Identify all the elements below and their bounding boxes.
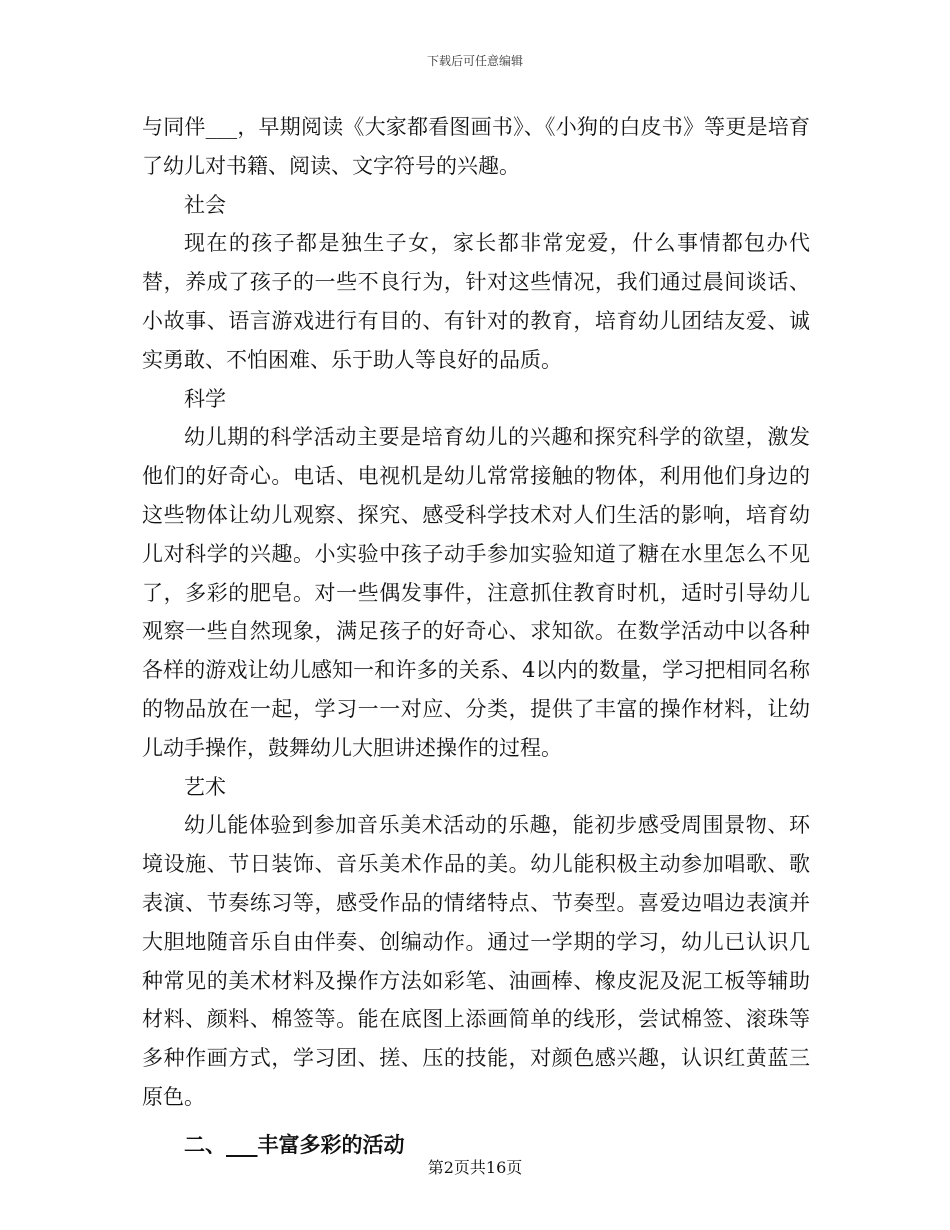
section-title-activities: 二、___丰富多彩的活动 [184,1132,405,1157]
paragraph-language-continued: 与同伴___，早期阅读《大家都看图画书》、《小狗的白皮书》等更是培育了幼儿对书籍、阅读、文字符号的兴趣。 [142,115,810,178]
paragraph-science: 幼儿期的科学活动主要是培育幼儿的兴趣和探究科学的欲望，激发他们的好奇心。电话、电视机是幼儿常常接触的物体，利用他们身边的这些物体让幼儿观察、探究、感受科学技术对人们生活的影响，培育幼儿对科学的兴趣。小实验中孩子动手参加实验知道了糖在水里怎么不见了，多彩的肥皂。对一些偶发事件，注意抓住教育时机，适时引导幼儿观察一些自然现象，满足孩子的好奇心、求知欲。在数学活动中以各种各样的游戏让幼儿感知一和许多的关系、4以内的数量，学习把相同名称的物品放在一起，学习一一对应、分类，提供了丰富的操作材料，让幼儿动手操作，鼓舞幼儿大胆讲述操作的过程。 [142,425,810,760]
paragraph-art: 幼儿能体验到参加音乐美术活动的乐趣，能初步感受周围景物、环境设施、节日装饰、音乐美术作品的美。幼儿能积极主动参加唱歌、歌表演、节奏练习等，感受作品的情绪特点、节奏型。喜爱边唱边表演并大胆地随音乐自由伴奏、创编动作。通过一学期的学习，幼儿已认识几种常见的美术材料及操作方法如彩笔、油画棒、橡皮泥及泥工板等辅助材料、颜料、棉签等。能在底图上添画简单的线形，尝试棉签、滚珠等多种作画方式，学习团、搓、压的技能，对颜色感兴趣，认识红黄蓝三原色。 [142,813,810,1109]
subheading-science: 科学 [184,386,226,411]
subheading-art: 艺术 [184,774,226,799]
document-body [142,108,810,1165]
page-header: 下载后可任意编辑 [426,54,523,68]
page-number: 第2页共16页 [427,1158,523,1177]
paragraph-social: 现在的孩子都是独生子女，家长都非常宠爱，什么事情都包办代替，养成了孩子的一些不良行为，针对这些情况，我们通过晨间谈话、小故事、语言游戏进行有目的、有针对的教育，培育幼儿团结友爱、诚实勇敢、不怕困难、乐于助人等良好的品质。 [142,231,810,372]
subheading-social: 社会 [184,192,226,217]
